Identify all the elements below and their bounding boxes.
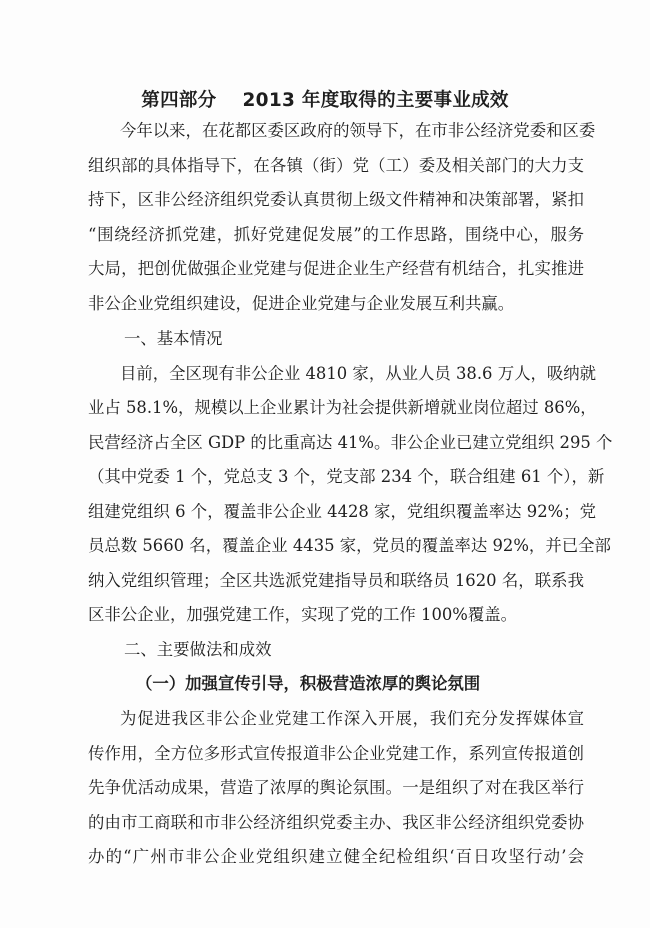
section2-line: 办的“广州市非公企业党组织建立健全纪检组织‘百日攻坚行动’会 — [88, 847, 584, 866]
section1-line: 民营经济占全区 GDP 的比重高达 41%。非公企业已建立党组织 295 个 — [88, 433, 613, 452]
intro-line: 持下，区非公经济组织党委认真贯彻上级文件精神和决策部署，紧扣 — [88, 190, 584, 209]
section2-line: 先争优活动成果，营造了浓厚的舆论氛围。一是组织了对在我区举行 — [88, 778, 584, 797]
section2-line: 的由市工商联和市非公经济组织党委主办、我区非公经济组织党委协 — [88, 813, 584, 832]
section1-line: 纳入党组织管理；全区共选派党建指导员和联络员 1620 名，联系我 — [88, 571, 584, 590]
section1-line: 业占 58.1%，规模以上企业累计为社会提供新增就业岗位超过 86%， — [88, 398, 597, 417]
intro-line: 大局，把创优做强企业党建与促进企业生产经营有机结合，扎实推进 — [88, 259, 584, 278]
section-heading-practices: 二、主要做法和成效 — [124, 640, 272, 659]
intro-line: 今年以来，在花都区委区政府的领导下，在市非公经济党委和区委 — [120, 121, 596, 140]
section1-line: 组建党组织 6 个，覆盖非公企业 4428 家，党组织覆盖率达 92%；党 — [88, 502, 596, 521]
title-part: 第四部分 — [141, 90, 217, 111]
section2-line: 传作用，全方位多形式宣传报道非公企业党建工作，系列宣传报道创 — [88, 744, 584, 763]
page-title — [0, 86, 650, 112]
section-heading-basic: 一、基本情况 — [124, 329, 223, 348]
intro-line: “围绕经济抓党建，抓好党建促发展”的工作思路，围绕中心，服务 — [88, 225, 584, 244]
section1-line: （其中党委 1 个，党总支 3 个，党支部 234 个，联合组建 61 个），新 — [88, 467, 605, 486]
section1-line: 区非公企业，加强党建工作，实现了党的工作 100%覆盖。 — [88, 605, 518, 624]
section1-line: 员总数 5660 名，覆盖企业 4435 家，党员的覆盖率达 92%，并已全部 — [88, 536, 611, 555]
intro-line: 非公企业党组织建设，促进企业党建与企业发展互利共赢。 — [88, 294, 515, 313]
intro-line: 组织部的具体指导下，在各镇（街）党（工）委及相关部门的大力支 — [88, 156, 584, 175]
subsection-heading: （一）加强宣传引导，积极营造浓厚的舆论氛围 — [136, 674, 481, 693]
section2-line: 为促进我区非公企业党建工作深入开展，我们充分发挥媒体宣 — [120, 709, 584, 728]
title-main: 2013 年度取得的主要事业成效 — [242, 90, 509, 111]
section1-line: 目前，全区现有非公企业 4810 家，从业人员 38.6 万人，吸纳就 — [120, 364, 597, 383]
